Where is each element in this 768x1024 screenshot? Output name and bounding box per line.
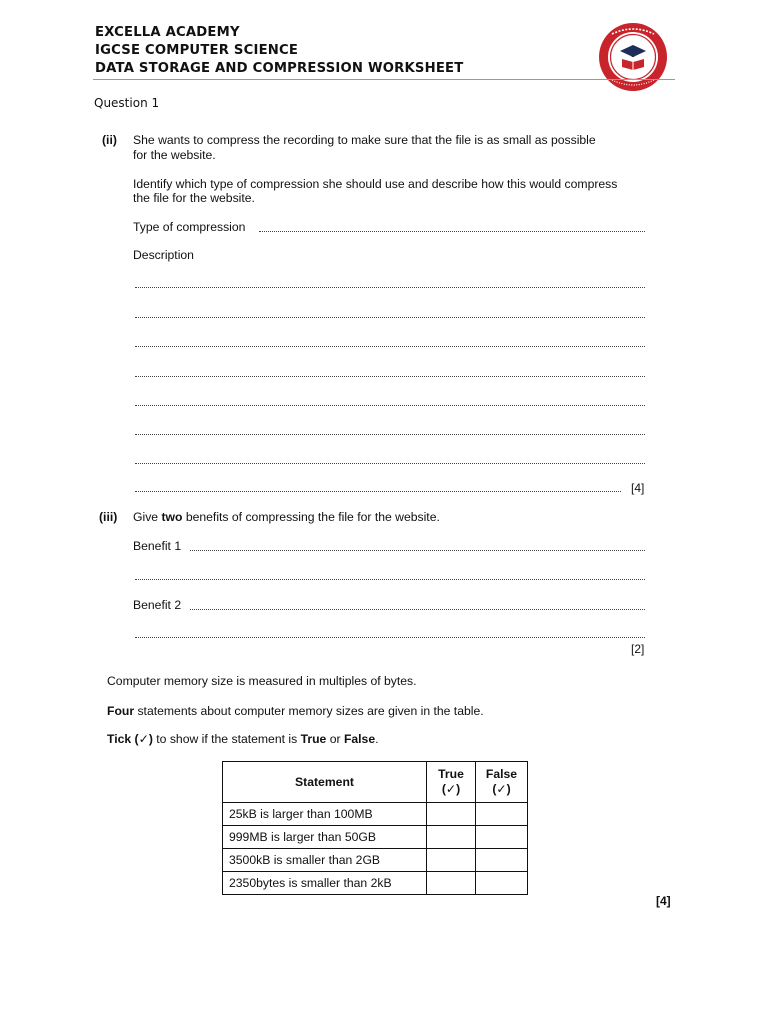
memory-marks: [4] xyxy=(656,894,671,908)
memory-intro: Computer memory size is measured in multiples of bytes. xyxy=(107,674,417,688)
part-ii-instruction-1: Identify which type of compression she should use and describe how this would compress xyxy=(133,177,618,191)
part-iii-marks: [2] xyxy=(631,642,645,656)
question-number: Question 1 xyxy=(94,96,160,110)
true-tick-box[interactable] xyxy=(427,826,476,849)
benefit-2-label: Benefit 2 xyxy=(133,598,182,612)
false-column-header: False (✓) xyxy=(476,762,528,803)
description-answer-line[interactable] xyxy=(135,405,645,406)
true-tick-box[interactable] xyxy=(427,849,476,872)
description-answer-line[interactable] xyxy=(135,463,645,464)
part-ii-label: (ii) xyxy=(102,133,117,147)
true-false-table xyxy=(222,761,528,895)
table-row xyxy=(223,872,528,895)
part-ii-instruction-2: the file for the website. xyxy=(133,191,255,205)
description-answer-line[interactable] xyxy=(135,376,645,377)
academy-seal-icon xyxy=(598,22,668,92)
false-tick-box[interactable] xyxy=(476,826,528,849)
type-answer-line[interactable] xyxy=(259,231,645,232)
course-title: IGCSE COMPUTER SCIENCE xyxy=(95,43,299,58)
benefit-2-answer-line[interactable] xyxy=(135,637,645,638)
part-ii-text-2: for the website. xyxy=(133,148,216,162)
type-of-compression-label: Type of compression xyxy=(133,220,246,234)
statement-cell: 2350bytes is smaller than 2kB xyxy=(223,872,427,895)
table-row xyxy=(223,826,528,849)
statement-column-header: Statement xyxy=(223,762,427,803)
statement-cell: 25kB is larger than 100MB xyxy=(223,803,427,826)
table-header-row xyxy=(223,762,528,803)
benefit-2-answer-line[interactable] xyxy=(190,609,645,610)
description-answer-line[interactable] xyxy=(135,317,645,318)
description-answer-line[interactable] xyxy=(135,287,645,288)
academy-logo xyxy=(598,22,668,92)
description-label: Description xyxy=(133,248,194,262)
part-ii-marks: [4] xyxy=(631,481,645,495)
false-tick-box[interactable] xyxy=(476,803,528,826)
tick-instruction: Tick (✓) to show if the statement is True or False. xyxy=(107,732,379,746)
description-answer-line[interactable] xyxy=(135,346,645,347)
description-answer-line[interactable] xyxy=(135,434,645,435)
true-tick-box[interactable] xyxy=(427,803,476,826)
benefit-1-answer-line[interactable] xyxy=(135,579,645,580)
memory-statements-intro: Four statements about computer memory sizes are given in the table. xyxy=(107,704,484,718)
false-tick-box[interactable] xyxy=(476,872,528,895)
table-row xyxy=(223,849,528,872)
statement-cell: 999MB is larger than 50GB xyxy=(223,826,427,849)
statement-cell: 3500kB is smaller than 2GB xyxy=(223,849,427,872)
description-answer-line[interactable] xyxy=(135,491,621,492)
benefit-1-label: Benefit 1 xyxy=(133,539,182,553)
table-row xyxy=(223,803,528,826)
part-iii-text: Give two benefits of compressing the file for the website. xyxy=(133,510,440,524)
worksheet-title: DATA STORAGE AND COMPRESSION WORKSHEET xyxy=(95,61,464,76)
true-column-header: True (✓) xyxy=(427,762,476,803)
header-divider xyxy=(93,79,675,80)
part-ii-text-1: She wants to compress the recording to make sure that the file is as small as possible xyxy=(133,133,596,147)
true-tick-box[interactable] xyxy=(427,872,476,895)
false-tick-box[interactable] xyxy=(476,849,528,872)
part-iii-label: (iii) xyxy=(99,510,118,524)
school-name: EXCELLA ACADEMY xyxy=(95,25,240,40)
benefit-1-answer-line[interactable] xyxy=(190,550,645,551)
